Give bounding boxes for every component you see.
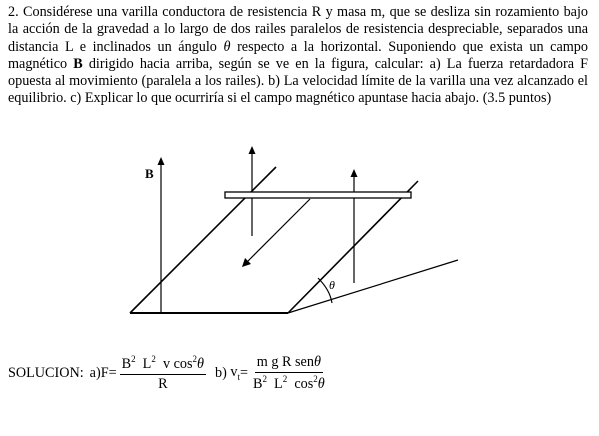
conducting-rod (225, 192, 411, 198)
velocity-symbol: $v_t$ (230, 364, 240, 382)
field-arrow-right-head (351, 169, 358, 177)
motion-arrow-shaft (247, 199, 310, 262)
velocity-fraction (251, 354, 327, 393)
problem-text-3: dirigido hacia arriba, según se ve en la figura, calcular: a) La fuerza retardadora F opuesta al movimiento (paralela a los railes). b) La velocidad límite de la varilla una vez alcanzado el equilibrio. c) Explicar lo que ocurriría si el campo magnético apuntase hacia abajo. (3.5 puntos) (8, 55, 589, 107)
plane-left-edge (130, 167, 276, 313)
theta-symbol: θ (223, 38, 231, 55)
force-fraction (120, 354, 206, 393)
solution-label: SOLUCION: (8, 364, 84, 381)
force-numerator: $B^2$ $L^2$ v $\cos^2\theta$ (120, 354, 206, 375)
force-symbol: F (100, 364, 109, 381)
field-symbol: B (73, 55, 83, 72)
field-arrow-left-head (158, 157, 165, 165)
equals-sign-a: = (108, 364, 117, 381)
velocity-numerator: m g R senθ (255, 354, 323, 373)
part-a-label: a) (89, 364, 101, 381)
field-label: B (145, 166, 154, 181)
angle-label: θ (329, 278, 335, 292)
problem-text-2: respecto a la horizontal. Suponiendo que exista un campo magnético (8, 38, 588, 72)
field-arrow-middle-head (249, 146, 256, 154)
solution-line (8, 352, 568, 394)
part-b-label: b) (214, 364, 227, 381)
problem-text-1: Considérese una varilla conductora de resistencia R y masa m, que se desliza sin rozamiento bajo la acción de la gravedad a lo largo de dos railes paralelos de resistencia despreciable, separados una distancia L e inclinados un ángulo (8, 4, 589, 55)
force-denominator: R (158, 375, 168, 392)
problem-number: 2. (8, 4, 19, 20)
equals-sign-b: = (239, 364, 248, 381)
velocity-denominator: $B^2$ $L^2$ $\cos^2\theta$ (252, 373, 325, 392)
